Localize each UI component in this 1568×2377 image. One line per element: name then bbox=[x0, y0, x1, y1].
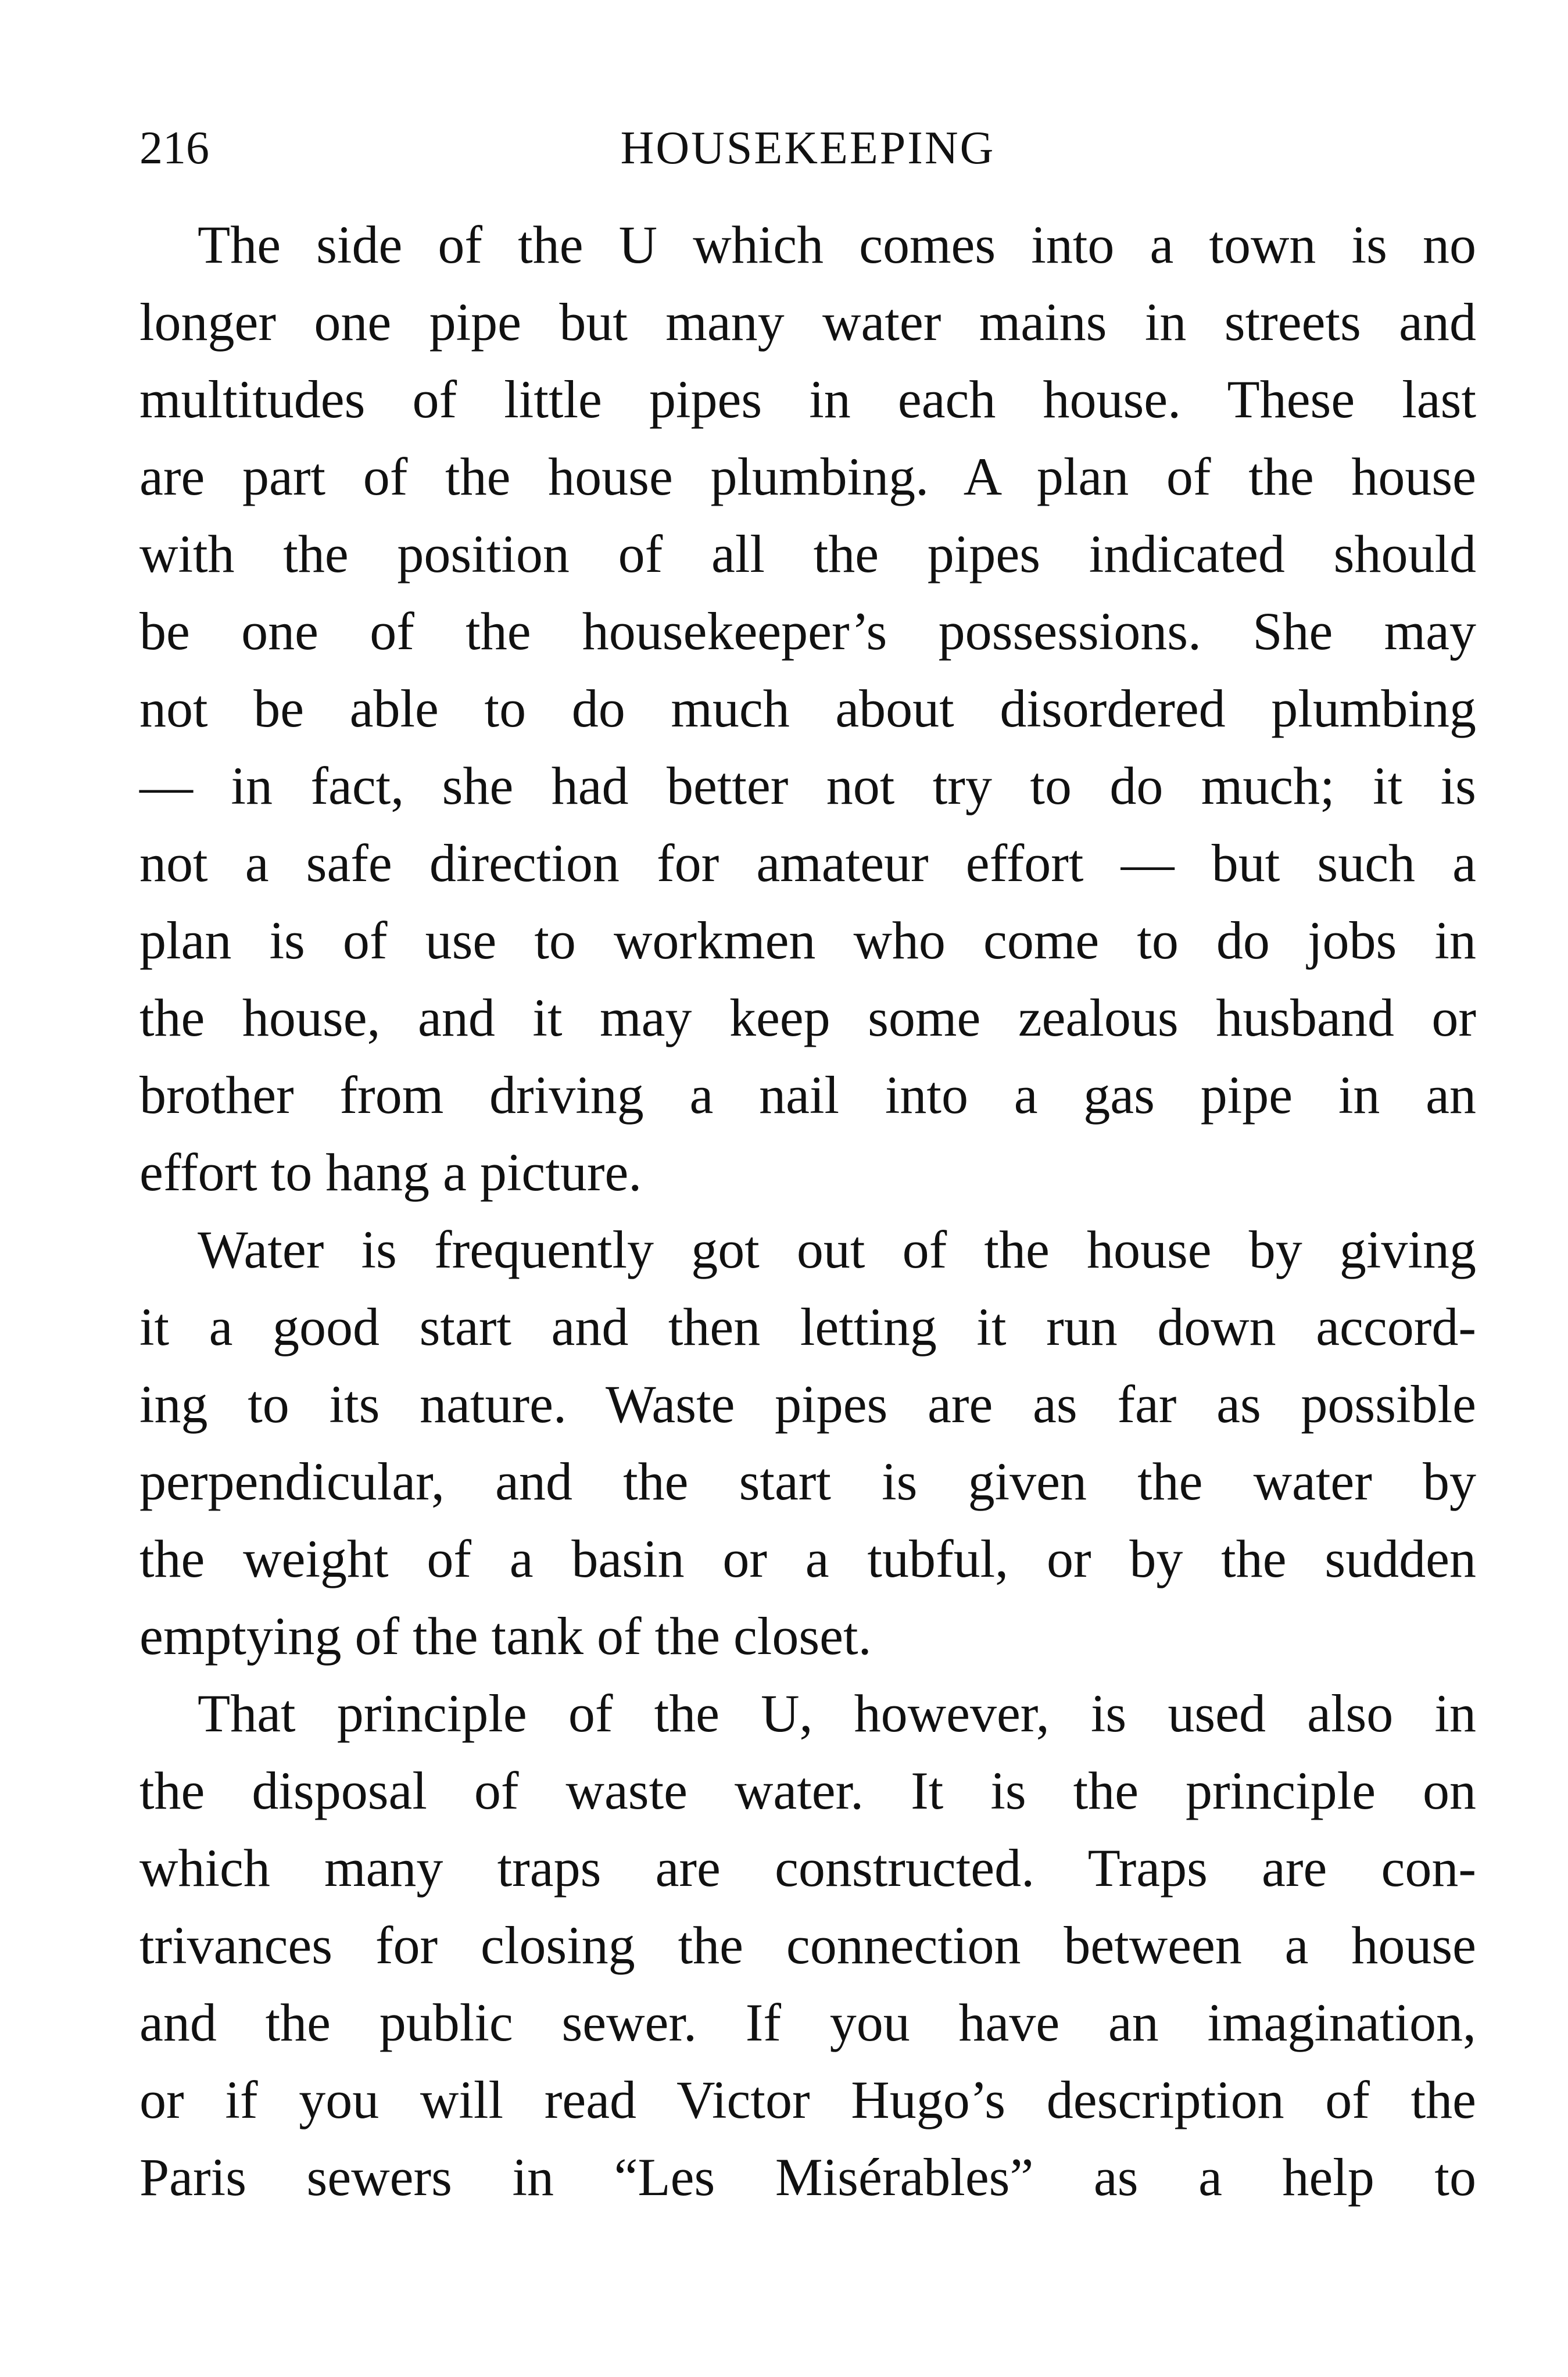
text-line: be one of the housekeeper’s possessions. She may bbox=[139, 602, 1476, 661]
text-line: emptying of the tank of the closet. bbox=[139, 1606, 872, 1666]
text-line: ing to its nature. Waste pipes are as far as possible bbox=[139, 1374, 1476, 1434]
text-line: plan is of use to workmen who come to do jobs in bbox=[139, 911, 1476, 970]
text-line: with the position of all the pipes indicated should bbox=[139, 524, 1476, 583]
running-head: HOUSEKEEPING bbox=[620, 123, 996, 174]
page-header bbox=[139, 119, 1476, 183]
paragraph-3 bbox=[139, 1675, 1476, 2216]
paragraph-1 bbox=[139, 206, 1476, 1211]
text-line: which many traps are constructed. Traps are con- bbox=[139, 1838, 1476, 1898]
text-line: longer one pipe but many water mains in streets and bbox=[139, 292, 1476, 352]
paragraph-2 bbox=[139, 1211, 1476, 1675]
text-line: are part of the house plumbing. A plan of the house bbox=[139, 447, 1476, 506]
text-line: the disposal of waste water. It is the principle on bbox=[139, 1761, 1476, 1820]
text-line: not be able to do much about disordered plumbing bbox=[139, 679, 1476, 738]
text-line: effort to hang a picture. bbox=[139, 1143, 642, 1202]
text-line: it a good start and then letting it run down accord- bbox=[139, 1297, 1476, 1356]
text-line: the house, and it may keep some zealous husband or bbox=[139, 988, 1476, 1047]
body-text bbox=[139, 206, 1476, 2216]
text-line: brother from driving a nail into a gas pipe in an bbox=[139, 1065, 1476, 1125]
text-line: perpendicular, and the start is given the water by bbox=[139, 1452, 1476, 1511]
text-line: and the public sewer. If you have an imagination, bbox=[139, 1993, 1476, 2052]
text-line: Paris sewers in “Les Misérables” as a help to bbox=[139, 2147, 1476, 2207]
text-line: The side of the U which comes into a town is no bbox=[198, 215, 1476, 274]
text-line: Water is frequently got out of the house by giving bbox=[198, 1220, 1476, 1279]
page-number: 216 bbox=[139, 123, 209, 174]
text-line: — in fact, she had better not try to do much; it is bbox=[139, 756, 1476, 815]
text-line: multitudes of little pipes in each house. These last bbox=[139, 370, 1476, 429]
text-line: trivances for closing the connection between a house bbox=[139, 1916, 1476, 1975]
text-line: or if you will read Victor Hugo’s description of the bbox=[139, 2070, 1476, 2129]
text-line: That principle of the U, however, is used also in bbox=[198, 1684, 1476, 1743]
text-line: the weight of a basin or a tubful, or by the sudden bbox=[139, 1529, 1476, 1588]
text-line: not a safe direction for amateur effort — but such a bbox=[139, 833, 1476, 893]
